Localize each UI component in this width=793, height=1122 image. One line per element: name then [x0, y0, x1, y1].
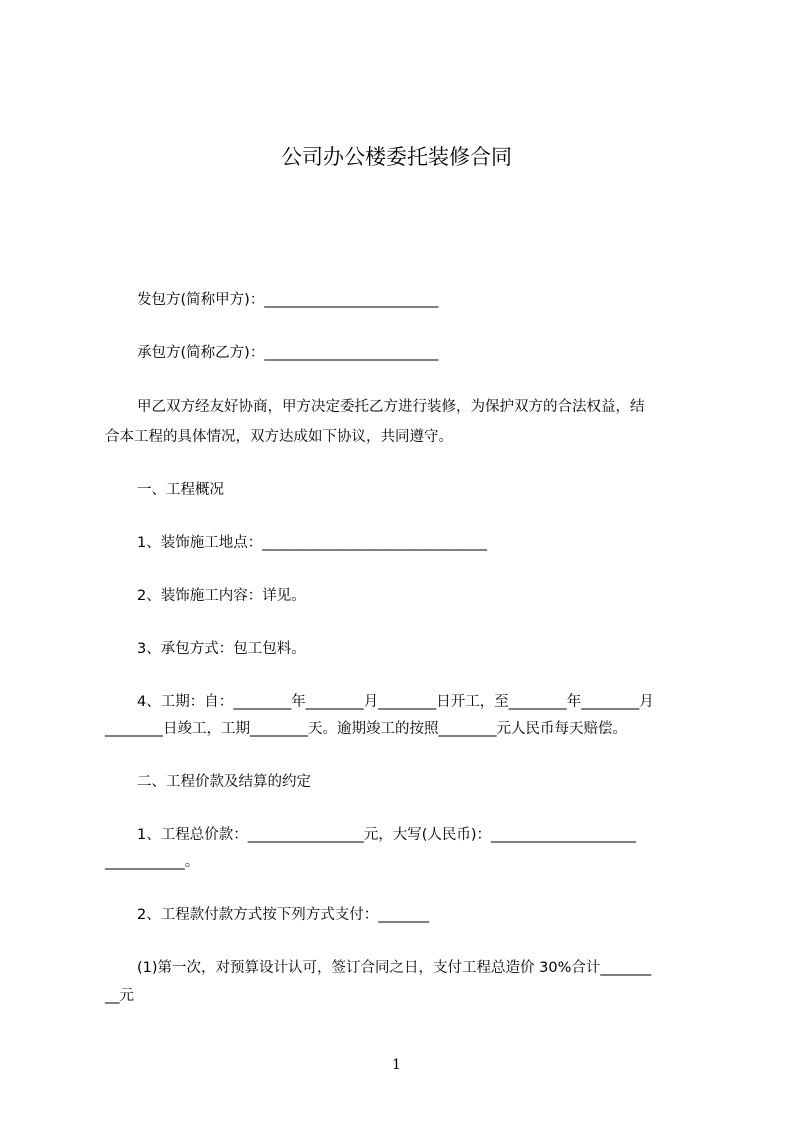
clause-work-content: 2、装饰施工内容：详见。 [137, 588, 306, 604]
party-a-line: 发包方(简称甲方)：________________________ [137, 292, 439, 308]
intro-paragraph-line-2: 合本工程的具体情况，双方达成如下协议，共同遵守。 [105, 429, 453, 445]
intro-paragraph-line-1: 甲乙双方经友好协商，甲方决定委托乙方进行装修，为保护双方的合法权益，结 [137, 399, 645, 415]
clause-first-payment-line-1: (1)第一次，对预算设计认可，签订合同之日，支付工程总造价 30%合计_______ [137, 960, 652, 976]
section-heading-project-overview: 一、工程概况 [137, 482, 224, 498]
clause-first-payment-line-2: __元 [105, 988, 134, 1004]
clause-schedule-line-2: ________日竣工，工期________天。逾期竣工的按照________元人民币每天赔偿。 [105, 721, 627, 737]
clause-site-location: 1、装饰施工地点：_______________________________ [137, 535, 487, 551]
party-b-line: 承包方(简称乙方)：________________________ [137, 345, 439, 361]
clause-total-price-line-1: 1、工程总价款：________________元，大写(人民币)：____________________ [137, 827, 637, 843]
clause-payment-method: 2、工程款付款方式按下列方式支付：_______ [137, 907, 429, 923]
clause-total-price-line-2: ___________。 [105, 854, 200, 870]
document-title: 公司办公楼委托装修合同 [281, 145, 512, 169]
clause-schedule-line-1: 4、工期：自：________年________月________日开工，至________年________月 [137, 694, 654, 710]
page-number: 1 [392, 1057, 401, 1073]
section-heading-price-settlement: 二、工程价款及结算的约定 [137, 774, 311, 790]
clause-contract-method: 3、承包方式：包工包料。 [137, 641, 306, 657]
